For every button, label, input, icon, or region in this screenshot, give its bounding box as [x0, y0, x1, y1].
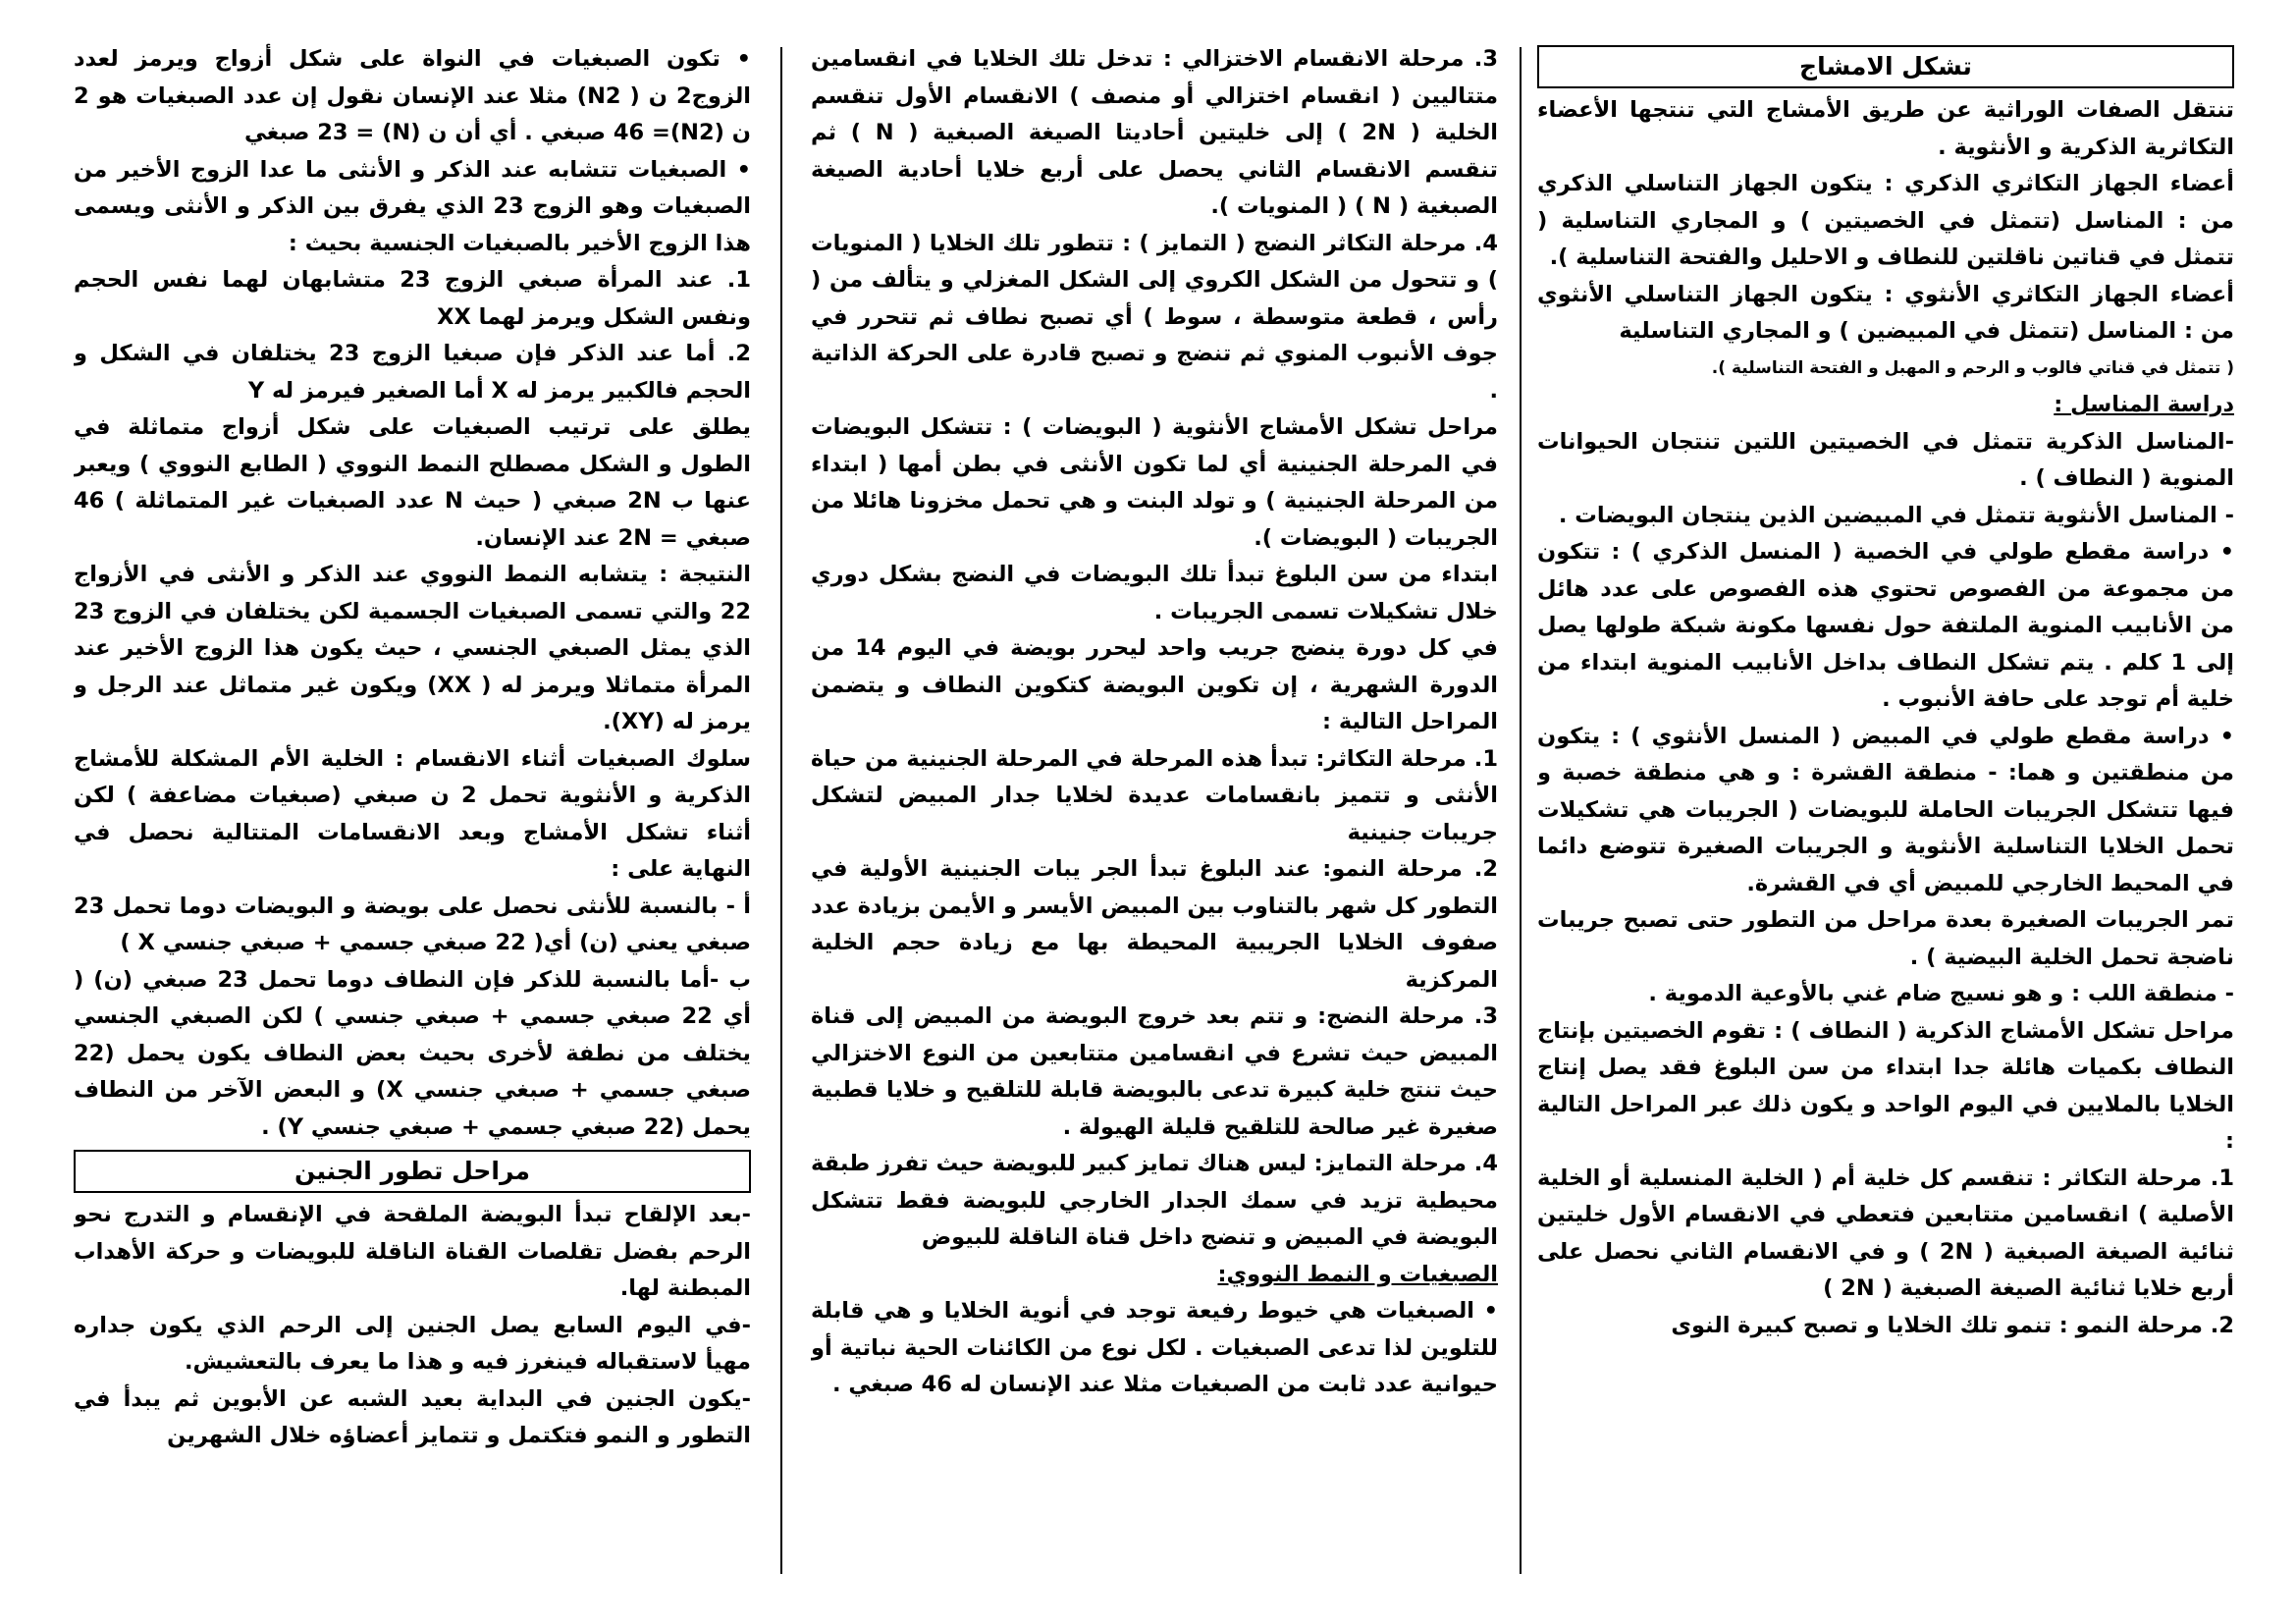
paragraph: النتيجة : يتشابه النمط النووي عند الذكر و الأنثى في الأزواج 22 والتي تسمى الصبغيات الجسمية لكن يختلفان في الزوج 23 الذي يمثل الصبغي الجنسي ، حيث يكون هذا الزوج الأخير عند المرأة متماثلا ويرمز له ( XX) ويكون غير متماثل عند الرجل و يرمز له (XY).	[74, 562, 751, 734]
paragraph: ( تتمثل في قناتي فالوب و الرحم و المهبل و الفتحة التناسلية ).	[1711, 357, 2234, 378]
paragraph: -في اليوم السابع يصل الجنين إلى الرحم الذي يكون جداره مهيأ لاستقباله فينغرز فيه و هذا ما يعرف بالتعشيش.	[74, 1312, 751, 1375]
paragraph: 1. عند المرأة صبغي الزوج 23 متشابهان لهما نفس الحجم ونفس الشكل ويرمز لهما XX	[74, 267, 751, 330]
paragraph: في كل دورة ينضج جريب واحد ليحرر بويضة في اليوم 14 من الدورة الشهرية ، إن تكوين البويضة كتكوين النطاف و يتضمن المراحل التالية :	[811, 635, 1498, 734]
paragraph: 3. مرحلة النضج: و تتم بعد خروج البويضة من المبيض إلى قناة المبيض حيث تشرع في انقسامين متتابعين من النوع الاختزالي حيث تنتج خلية كبيرة تدعى بالبويضة قابلة للتلقيح و خلايا قطبية صغيرة غير صالحة للتلقيح قليلة الهيولة .	[811, 1003, 1498, 1140]
column-right	[1537, 41, 2234, 1578]
paragraph: 4. مرحلة التمايز: ليس هناك تمايز كبير للبويضة حيث تفرز طبقة محيطية تزيد في سمك الجدار الخارجي للبويضة فقط تتشكل البويضة في المبيض و تنضج داخل قناة الناقلة للبيوض	[811, 1151, 1498, 1250]
paragraph: تمر الجريبات الصغيرة بعدة مراحل من التطور حتى تصبح جريبات ناضجة تحمل الخلية البيضية ) .	[1537, 907, 2234, 970]
paragraph: 1. مرحلة التكاثر : تنقسم كل خلية أم ( الخلية المنسلية أو الخلية الأصلية ) انقسامين متتابعين فتعطي في الانقسام الأول خليتين ثنائية الصيغة الصبغية ( 2N ) و في الانقسام الثاني نحصل على أربع خلايا ثنائية الصيغة الصبغية ( 2N )	[1537, 1164, 2234, 1301]
paragraph: 2. أما عند الذكر فإن صبغيا الزوج 23 يختلفان في الشكل و الحجم فالكبير يرمز له X أما الصغير فيرمز له Y	[74, 341, 751, 404]
paragraph: أعضاء الجهاز التكاثري الأنثوي : يتكون الجهاز التناسلي الأنثوي من : المناسل (تتمثل في المبيضين ) و المجاري التناسلية	[1537, 281, 2234, 344]
paragraph: مراحل تشكل الأمشاج الذكرية ( النطاف ) : تقوم الخصيتين بإنتاج النطاف بكميات هائلة جدا ابتداء من سن البلوغ فقد يصل إنتاج الخلايا بالملايين في اليوم الواحد و يكون ذلك عبر المراحل التالية :	[1537, 1017, 2234, 1154]
paragraph: سلوك الصبغيات أثناء الانقسام : الخلية الأم المشكلة للأمشاج الذكرية و الأنثوية تحمل 2 ن صبغي (صبغيات مضاعفة ) لكن أثناء تشكل الأمشاج وبعد الانقسامات المتتالية نحصل في النهاية على :	[74, 745, 751, 882]
paragraph: ب -أما بالنسبة للذكر فإن النطاف دوما تحمل 23 صبغي (ن) ( أي 22 صبغي جسمي + صبغي جنسي ) لكن الصبغي الجنسي يختلف من نطفة لأخرى بحيث بعض النطاف يكون يحمل (22 صبغي جسمي + صبغي جنسي X) و البعض الآخر من النطاف يحمل (22 صبغي جسمي + صبغي جنسي Y) .	[74, 966, 751, 1140]
paragraph: • تكون الصبغيات في النواة على شكل أزواج ويرمز لعدد الزوج2 ن ( N2) مثلا عند الإنسان نقول إن عدد الصبغيات هو 2 ن (N2)= 46 صبغي . أي أن ن (N) = 23 صبغي	[74, 46, 751, 145]
paragraph: • دراسة مقطع طولي في المبيض ( المنسل الأنثوي ) : يتكون من منطقتين و هما: - منطقة القشرة : و هي منطقة خصبة و فيها تتشكل الجريبات الحاملة للبويضات ( الجريبات هي تشكيلات تحمل الخلايا التناسلية الأنثوية و الجريبات الصغيرة تتوضع دائما في المحيط الخارجي للمبيض أي في القشرة.	[1537, 723, 2234, 896]
paragraph: ابتداء من سن البلوغ تبدأ تلك البويضات في النضج بشكل دوري خلال تشكيلات تسمى الجريبات .	[811, 562, 1498, 624]
paragraph: -يكون الجنين في البداية بعيد الشبه عن الأبوين ثم يبدأ في التطور و النمو فتكتمل و تتمايز أعضاؤه خلال الشهرين	[74, 1385, 751, 1448]
subheading: الصبغيات و النمط النووي:	[1217, 1261, 1498, 1287]
paragraph: -المناسل الذكرية تتمثل في الخصيتين اللتين تنتجان الحيوانات المنوية ( النطاف ) .	[1537, 428, 2234, 491]
paragraph: 3. مرحلة الانقسام الاختزالي : تدخل تلك الخلايا في انقسامين متتاليين ( انقسام اختزالي أو منصف ) الانقسام الأول تنقسم الخلية ( 2N ) إلى خليتين أحاديتا الصيغة الصبغية ( N ) ثم تنقسم الانقسام الثاني يحصل على أربع خلايا أحادية الصيغة الصبغية ( N ) ( المنويات ).	[811, 46, 1498, 219]
paragraph: - منطقة اللب : و هو نسيج ضام غني بالأوعية الدموية .	[1648, 981, 2234, 1006]
paragraph: 1. مرحلة التكاثر: تبدأ هذه المرحلة في المرحلة الجنينية من حياة الأنثى و تتميز بانقسامات عديدة لخلايا جدار المبيض لتشكل جريبات جنينية	[811, 745, 1498, 845]
subheading: دراسة المناسل :	[2054, 392, 2234, 417]
paragraph: تنتقل الصفات الوراثية عن طريق الأمشاج التي تنتجها الأعضاء التكاثرية الذكرية و الأنثوية .	[1537, 97, 2234, 160]
column-divider	[1520, 47, 1522, 1574]
paragraph: • الصبغيات هي خيوط رفيعة توجد في أنوية الخلايا و هي قابلة للتلوين لذا تدعى الصبغيات . لكل نوع من الكائنات الحية نباتية أو حيوانية عدد ثابت من الصبغيات مثلا عند الإنسان له 46 صبغي .	[811, 1298, 1498, 1397]
paragraph: - المناسل الأنثوية تتمثل في المبيضين الذين ينتجان البويضات .	[1558, 502, 2234, 528]
paragraph: أعضاء الجهاز التكاثري الذكري : يتكون الجهاز التناسلي الذكري من : المناسل (تتمثل في الخصيتين ) و المجاري التناسلية ( تتمثل في قناتين ناقلتين للنطاف و الاحليل والفتحة التناسلية ).	[1537, 171, 2234, 270]
paragraph: • دراسة مقطع طولي في الخصية ( المنسل الذكري ) : تتكون من مجموعة من الفصوص تحتوي هذه الفصوص على عدد هائل من الأنابيب المنوية الملتفة حول نفسها مكونة شبكة طولها يصل إلى 1 كلم . يتم تشكل النطاف بداخل الأنابيب المنوية ابتداء من خلية أم توجد على حافة الأنبوب .	[1537, 539, 2234, 712]
paragraph: أ - بالنسبة للأنثى نحصل على بويضة و البويضات دوما تحمل 23 صبغي يعني (ن) أي( 22 صبغي جسمي + صبغي جنسي X )	[74, 893, 751, 955]
paragraph: 2. مرحلة النمو: عند البلوغ تبدأ الجر يبات الجنينية الأولية في التطور كل شهر بالتناوب بين المبيض الأيسر و الأيمن بزيادة عدد صفوف الخلايا الجريبية المحيطة بها مع زيادة حجم الخلية المركزية	[811, 856, 1498, 993]
paragraph: 2. مرحلة النمو : تنمو تلك الخلايا و تصبح كبيرة النوى	[1671, 1312, 2234, 1338]
column-left	[74, 41, 751, 1578]
paragraph: يطلق على ترتيب الصبغيات على شكل أزواج متماثلة في الطول و الشكل مصطلح النمط النووي ( الطابع النووي ) ويعبر عنها ب 2N صبغي ( حيث N عدد الصبغيات غير المتماثلة ) 46 صبغي = 2N عند الإنسان.	[74, 414, 751, 551]
paragraph: • الصبغيات تتشابه عند الذكر و الأنثى ما عدا الزوج الأخير من الصبغيات وهو الزوج 23 الذي يفرق بين الذكر و الأنثى ويسمى هذا الزوج الأخير بالصبغيات الجنسية بحيث :	[74, 156, 751, 256]
section-title-embryo-development: مراحل تطور الجنين	[74, 1150, 751, 1193]
paragraph: مراحل تشكل الأمشاج الأنثوية ( البويضات ) : تتشكل البويضات في المرحلة الجنينية أي لما تكون الأنثى في بطن أمها ( ابتداء من المرحلة الجنينية ) و تولد البنت و هي تحمل مخزونا هائلا من الجريبات ( البويضات ).	[811, 414, 1498, 551]
paragraph: 4. مرحلة التكاثر النضج ( التمايز ) : تتطور تلك الخلايا ( المنويات ) و تتحول من الشكل الكروي إلى الشكل المغزلي و يتألف من ( رأس ، قطعة متوسطة ، سوط ) أي تصبح نطاف ثم تتحرر في جوف الأنبوب المنوي ثم تنضج و تصبح قادرة على الحركة الذاتية .	[811, 230, 1498, 404]
paragraph: -بعد الإلقاح تبدأ البويضة الملقحة في الإنقسام و التدرج نحو الرحم بفضل تقلصات القناة الناقلة للبويضات و حركة الأهداب المبطنة لها.	[74, 1202, 751, 1301]
column-middle	[811, 41, 1498, 1578]
section-title-gamete-formation: تشكل الامشاج	[1537, 45, 2234, 88]
column-divider	[780, 47, 782, 1574]
